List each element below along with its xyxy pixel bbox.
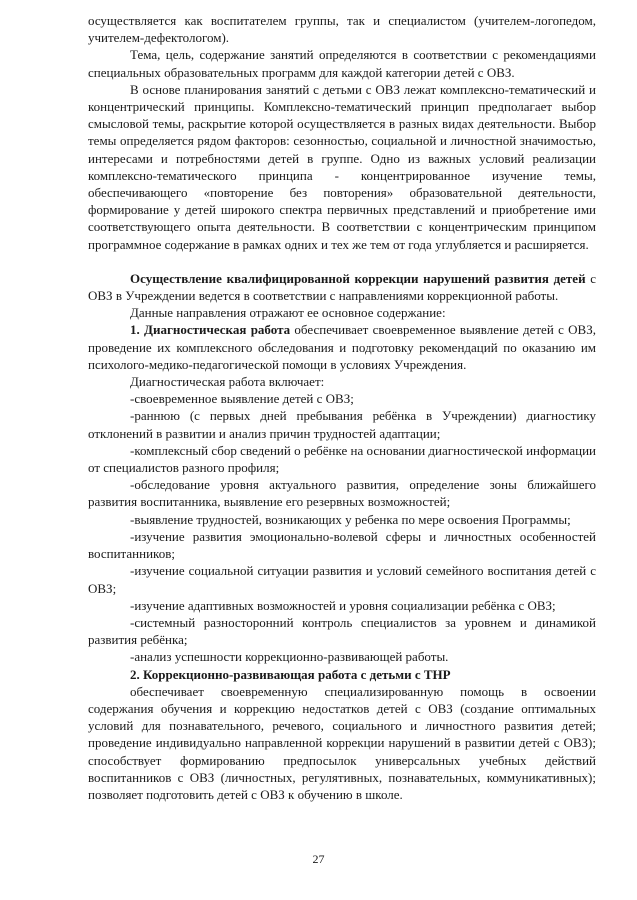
paragraph: Данные направления отражают ее основное содержание:	[130, 305, 446, 321]
list-item: -изучение социальной ситуации развития и условий семейного воспитания детей с ОВЗ;	[88, 563, 596, 596]
page-number: 27	[312, 852, 325, 866]
list-item: -своевременное выявление детей с ОВЗ;	[130, 391, 354, 407]
list-item: -комплексный сбор сведений о ребёнке на основании диагностической информации от специалистов разного профиля;	[88, 442, 596, 476]
diagnostic-work-paragraph	[88, 321, 596, 373]
paragraph: Тема, цель, содержание занятий определяются в соответствии с рекомендациями специальных образовательных программ для каждой категории детей с ОВЗ.	[88, 47, 596, 80]
paragraph: В основе планирования занятий с детьми с ОВЗ лежат комплексно-тематический и концентрический принципы. Комплексно-тематический принцип предполагает выбор смысловой темы, раскрытие которой осуществляется в разных видах деятельности. Выбор темы определяется рядом факторов: сезонностью, социальной и личностной значимостью, интересами и потребностями детей в группе. Одно из важных условий реализации комплексно-тематического принципа - концентрированное изучение темы, обеспечивающего «повторение без повторения» образовательной деятельности, формирование у детей широкого спектра первичных представлений и приобретение ими соответствующего опыта деятельности. В соответствии с концентрическим принципом программное содержание в рамках одних и тех же тем от года углубляется и расширяется.	[88, 81, 596, 252]
section-intro-paragraph	[88, 270, 596, 304]
paragraph: осуществляется как воспитателем группы, так и специалистом (учителем-логопедом, учителем-дефектологом).	[88, 13, 596, 46]
document-page	[88, 12, 596, 803]
paragraph: Диагностическая работа включает:	[130, 374, 325, 390]
paragraph-gap	[88, 253, 596, 270]
list-item: -анализ успешности коррекционно-развивающей работы.	[130, 649, 449, 665]
list-item: -раннюю (с первых дней пребывания ребёнка в Учреждении) диагностику отклонений в развитии и анализ причин трудностей адаптации;	[88, 408, 596, 441]
list-item: -системный разносторонний контроль специалистов за уровнем и динамикой развития ребёнка;	[88, 614, 596, 648]
subsection-heading-bold: 2. Коррекционно-развивающая работа с детьми с ТНР	[130, 666, 451, 682]
list-item: -обследование уровня актуального развития, определение зоны ближайшего развития воспитанника, выявление его резервных возможностей;	[88, 477, 596, 510]
paragraph-text: с ОВЗ в Учреждении ведется в соответствии с направлениями коррекционной работы.	[88, 270, 596, 304]
list-item: -изучение адаптивных возможностей и уровня социализации ребёнка с ОВЗ;	[130, 597, 556, 613]
subsection-heading	[88, 666, 596, 683]
paragraph-text: обеспечивает своевременное выявление детей с ОВЗ, проведение их комплексного обследования и подготовку рекомендаций по оказанию им психолого-медико-педагогической помощи в условиях Учреждения.	[88, 322, 596, 372]
paragraph: обеспечивает своевременную специализированную помощь в освоении содержания обучения и коррекцию недостатков детей с ОВЗ (создание оптимальных условий для познавательного, речевого, социального и личностного развития детей; проведение индивидуально направленной коррекции нарушений в развитии детей с ОВЗ); способствует формированию предпосылок универсальных учебных действий воспитанников с ОВЗ (личностных, регулятивных, познавательных, коммуникативных); позволяет подготовить детей с ОВЗ к обучению в школе.	[88, 683, 596, 802]
section-heading-bold: Осуществление квалифицированной коррекции нарушений развития детей	[130, 270, 586, 286]
list-item: -изучение развития эмоционально-волевой сферы и личностных особенностей воспитанников;	[88, 528, 596, 562]
subsection-heading-bold: 1. Диагностическая работа	[130, 322, 291, 338]
list-item: -выявление трудностей, возникающих у ребенка по мере освоения Программы;	[130, 511, 571, 527]
